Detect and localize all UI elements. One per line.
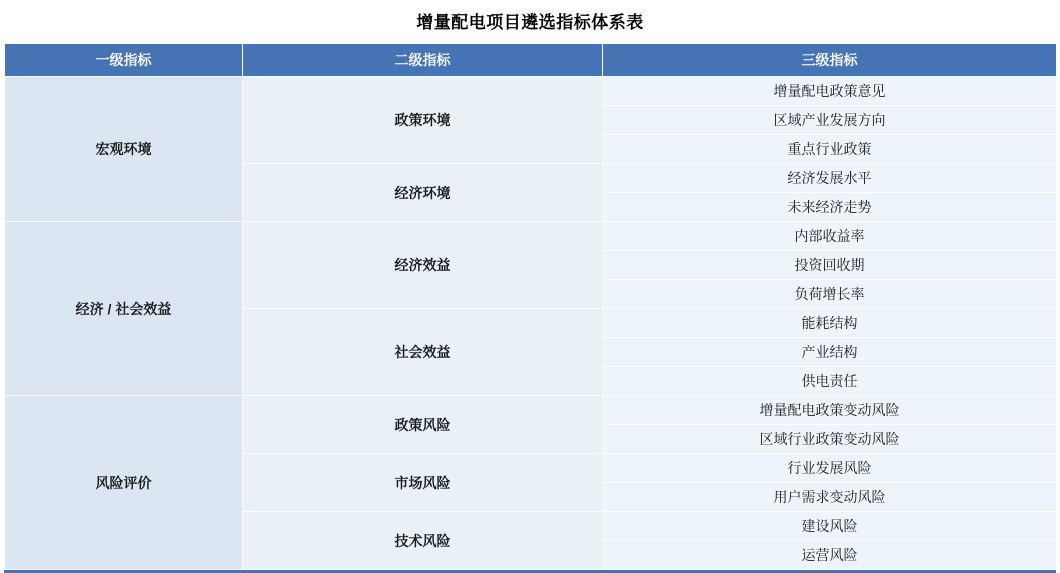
- level2-cell: 政策风险: [243, 396, 603, 454]
- level3-cell: 内部收益率: [603, 222, 1057, 251]
- level1-cell: 宏观环境: [5, 77, 243, 222]
- level3-cell: 区域行业政策变动风险: [603, 425, 1057, 454]
- level3-cell: 经济发展水平: [603, 164, 1057, 193]
- level2-cell: 经济环境: [243, 164, 603, 222]
- table-row: [5, 77, 1057, 106]
- indicator-system-table: [4, 43, 1057, 570]
- level3-cell: 产业结构: [603, 338, 1057, 367]
- level3-cell: 重点行业政策: [603, 135, 1057, 164]
- table-body: [5, 77, 1057, 570]
- level3-cell: 未来经济走势: [603, 193, 1057, 222]
- level3-cell: 负荷增长率: [603, 280, 1057, 309]
- level3-cell: 供电责任: [603, 367, 1057, 396]
- level3-cell: 用户需求变动风险: [603, 483, 1057, 512]
- level3-cell: 运营风险: [603, 541, 1057, 570]
- level1-cell: 经济 / 社会效益: [5, 222, 243, 396]
- table-header-row: [5, 44, 1057, 77]
- table-header: [5, 44, 1057, 77]
- column-header-level1: 一级指标: [5, 44, 243, 77]
- level1-cell: 风险评价: [5, 396, 243, 570]
- column-header-level3: 三级指标: [603, 44, 1057, 77]
- table-row: [5, 396, 1057, 425]
- level3-cell: 区域产业发展方向: [603, 106, 1057, 135]
- level3-cell: 增量配电政策意见: [603, 77, 1057, 106]
- level3-cell: 增量配电政策变动风险: [603, 396, 1057, 425]
- level2-cell: 社会效益: [243, 309, 603, 396]
- level2-cell: 市场风险: [243, 454, 603, 512]
- column-header-level2: 二级指标: [243, 44, 603, 77]
- level2-cell: 政策环境: [243, 77, 603, 164]
- level2-cell: 技术风险: [243, 512, 603, 570]
- level2-cell: 经济效益: [243, 222, 603, 309]
- page-title: 增量配电项目遴选指标体系表: [416, 13, 644, 32]
- table-row: [5, 222, 1057, 251]
- level3-cell: 建设风险: [603, 512, 1057, 541]
- level3-cell: 投资回收期: [603, 251, 1057, 280]
- level3-cell: 能耗结构: [603, 309, 1057, 338]
- level3-cell: 行业发展风险: [603, 454, 1057, 483]
